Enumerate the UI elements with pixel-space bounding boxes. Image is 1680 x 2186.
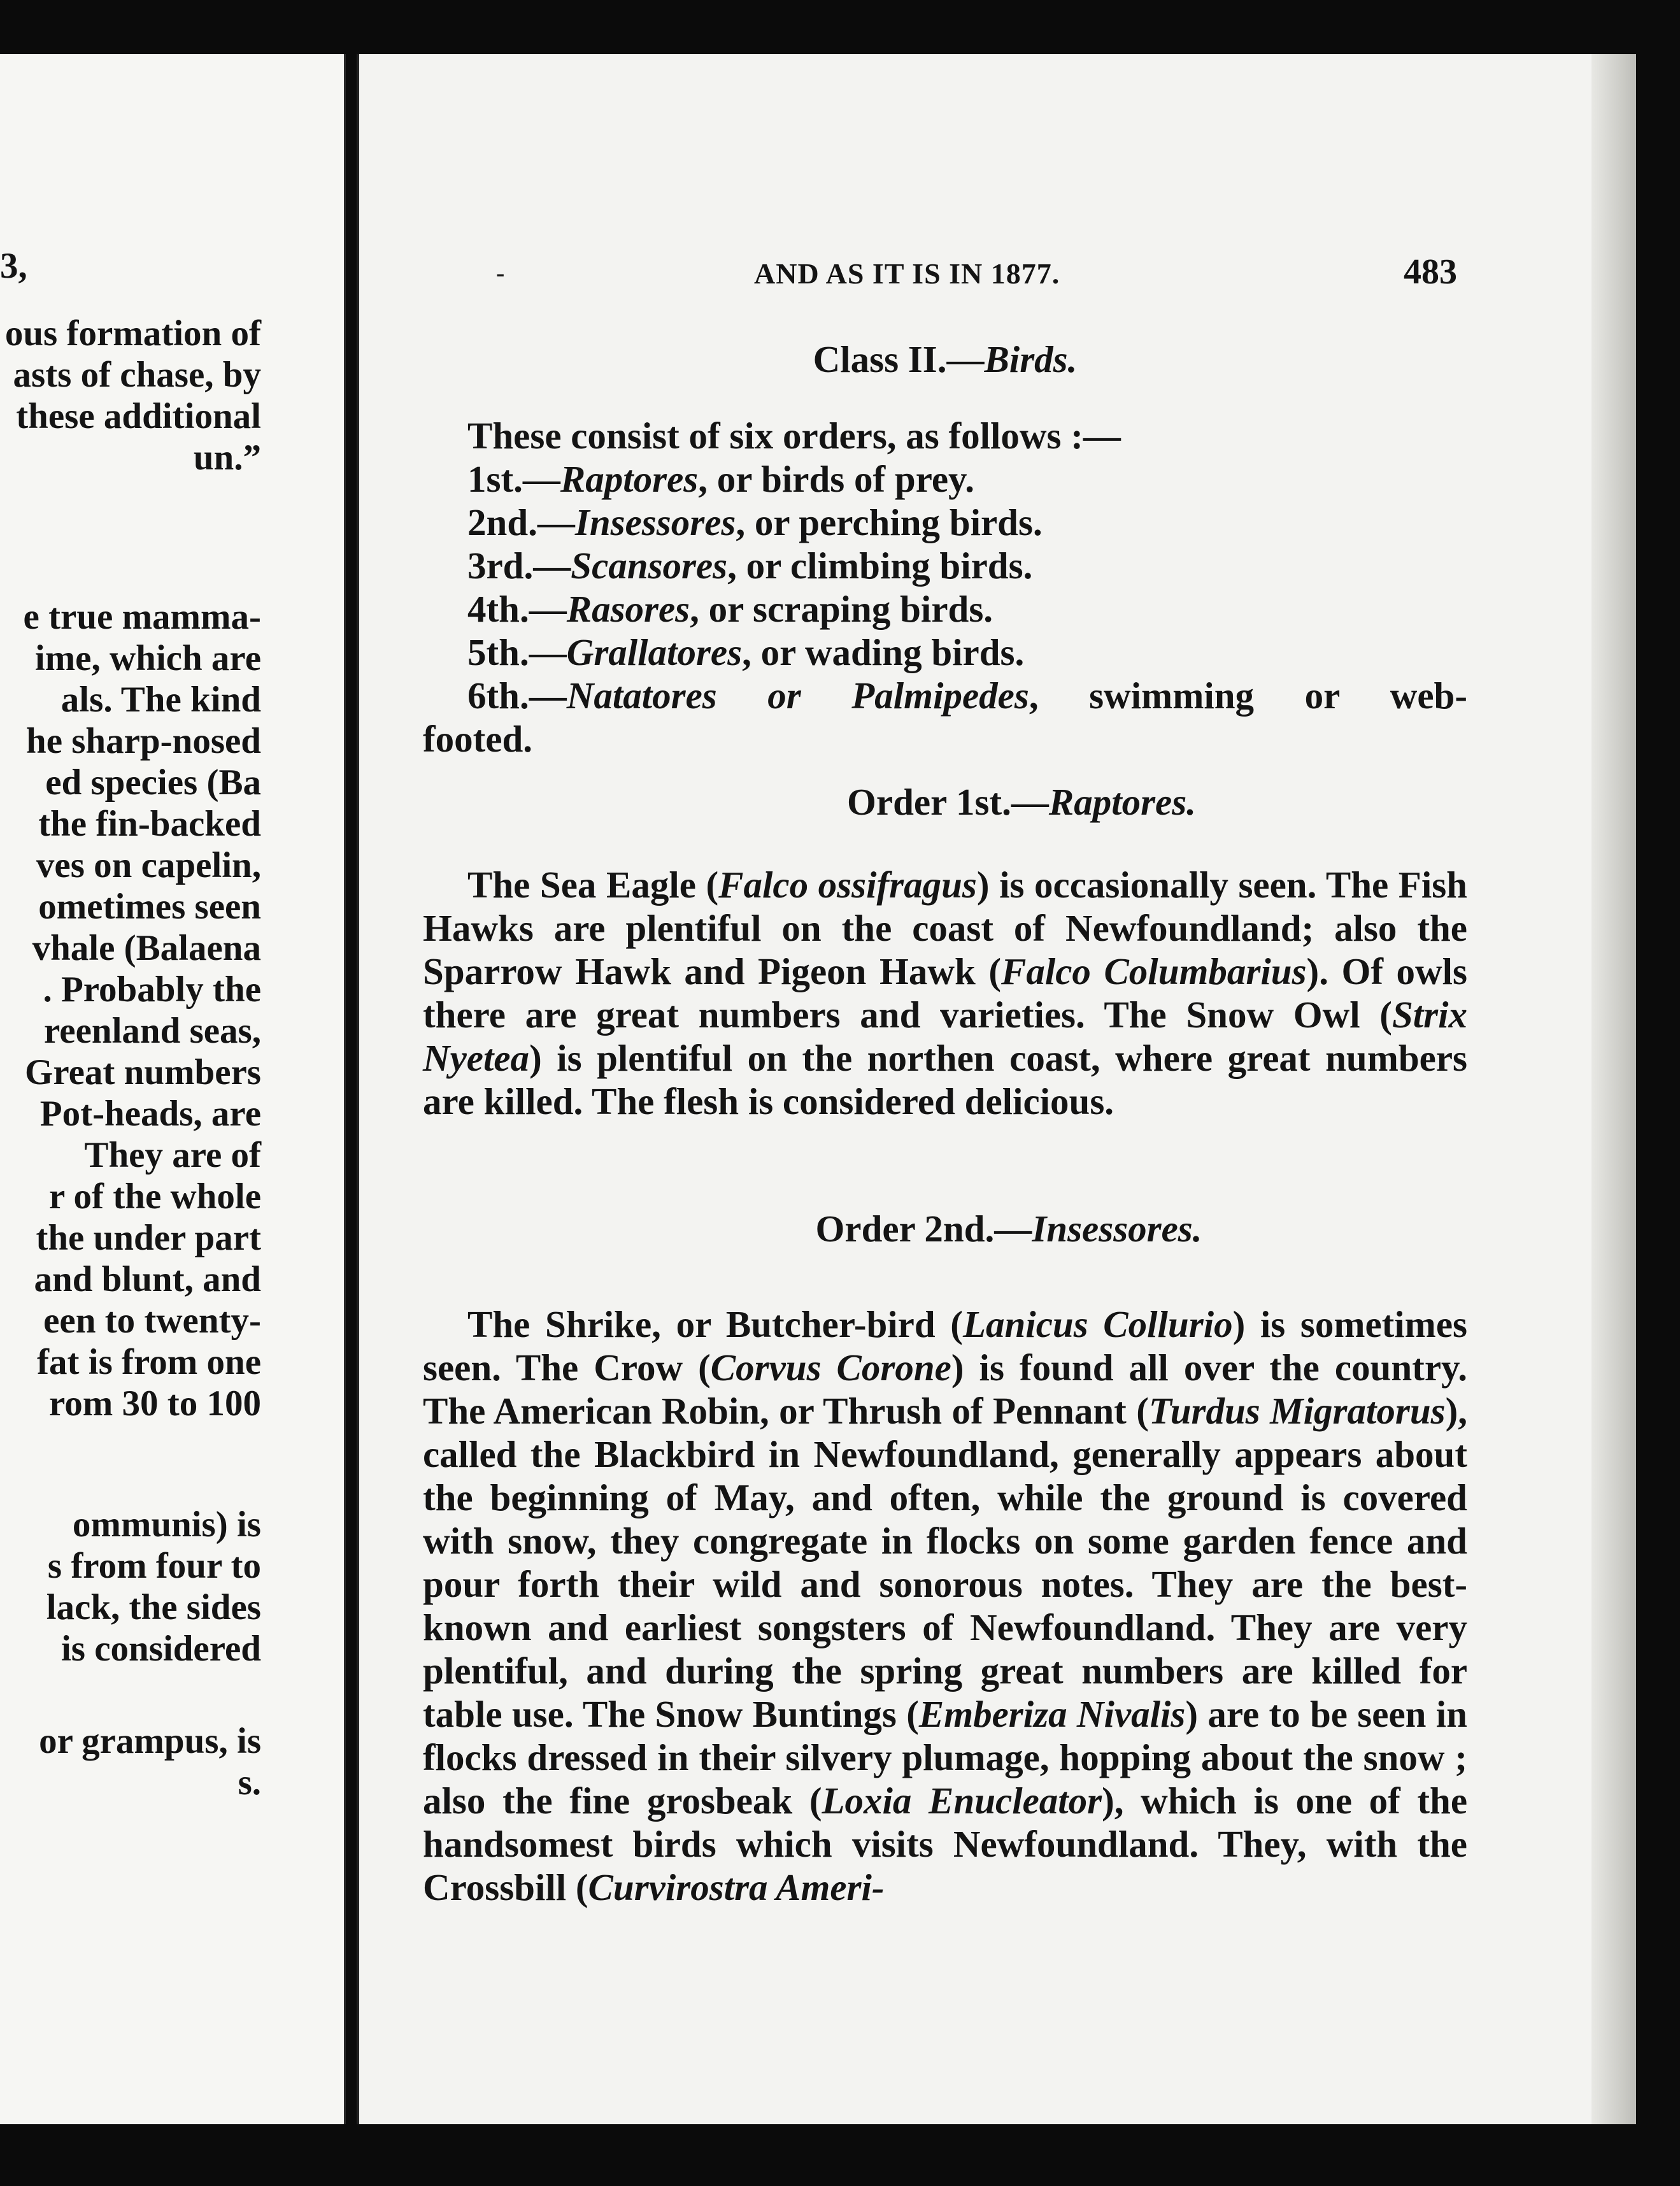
left-page-line: ves on capelin, [36,845,261,885]
orders-list [467,457,1467,717]
right-page [357,54,1636,2124]
order-item: 4th.—Rasores, or scraping birds. [467,588,993,630]
left-page-line: s from four to [47,1546,261,1586]
page-number: 483 [1404,252,1457,292]
order1-heading: Order 1st.—Raptores. [847,781,1196,823]
left-page-line: e true mamma- [23,597,261,637]
left-page-line: the under part [36,1218,261,1258]
order2-heading: Order 2nd.—Insessores. [815,1208,1202,1250]
running-head: AND AS IT IS IN 1877. [754,257,1060,290]
left-page-line: . Probably the [43,969,261,1010]
left-page-line: un.” [193,438,261,478]
left-page-line: lack, the sides [46,1587,261,1627]
left-page-line: and blunt, and [34,1259,261,1299]
left-page-line: reenland seas, [44,1011,261,1051]
header-dash: - [496,259,505,287]
order2-paragraph: The Shrike, or Butcher-bird (Lanicus Collurio) is sometimes seen. The Crow (Corvus Corone) is found all over the country. The American Robin, or Thrush of Pennant (Turdus Migratorus), called the Blackbird in Newfoundland, generally appears about the beginning of May, and often, while the ground is covered with snow, they congregate in flocks on some garden fence and pour forth their wild and sonorous notes. They are the best-known and earliest songsters of Newfoundland. They are very plentiful, and during the spring great numbers are killed for table use. The Snow Buntings (Emberiza Nivalis) are to be seen in flocks dressed in their silvery plumage, hopping about the snow ; also the fine grosbeak (Loxia Enucleator), which is one of the handsomest birds which visits Newfoundland. They, with the Crossbill (Curvirostra Ameri- [423,1303,1468,1908]
left-page-line: vhale (Balaena [32,928,261,968]
order-item: 3rd.—Scansores, or climbing birds. [467,545,1033,587]
left-page-line: Pot-heads, are [39,1094,261,1134]
order-item: 6th.—Natatores or Palmipedes, swimming or web- [467,675,1468,717]
left-page-line: fat is from one [37,1342,261,1382]
orders-last-line: footed. [423,718,533,760]
left-page-line: ommunis) is [72,1504,261,1545]
left-page-line: ometimes seen [38,887,261,927]
page-edge [1591,54,1636,2124]
left-page-fragment: 3, [0,246,27,286]
order-item: 1st.—Raptores, or birds of prey. [467,458,975,500]
class-heading [423,338,1467,381]
left-page-line: een to twenty- [43,1301,261,1341]
left-page-line: is considered [61,1629,261,1669]
left-page-line: als. The kind [61,680,261,720]
class-heading-prefix: Class II.— [813,338,985,380]
left-page-line: Great numbers [24,1052,261,1092]
left-page-line: ous formation of [4,313,261,354]
left-page-line: the fin-backed [38,804,261,844]
left-page-line: s. [238,1762,261,1803]
left-page-line: r of the whole [49,1176,261,1217]
class-heading-italic: Birds. [984,338,1078,380]
order1-paragraph: The Sea Eagle (Falco ossifragus) is occasionally seen. The Fish Hawks are plentiful on the coast of Newfoundland; also the Sparrow Hawk and Pigeon Hawk (Falco Columbarius). Of owls there are great numbers and varieties. The Snow Owl (Strix Nyetea) is plentiful on the northen coast, where great numbers are killed. The flesh is considered delicious. [423,864,1467,1122]
left-page-line: he sharp-nosed [26,721,261,761]
left-page-line: asts of chase, by [13,355,261,395]
left-page-line: these additional [16,396,261,436]
left-page [0,54,346,2124]
left-page-line: or grampus, is [39,1721,261,1761]
left-page-line: ime, which are [34,638,261,678]
left-page-line: They are of [84,1135,261,1175]
left-page-line: ed species (Ba [45,762,261,803]
order-item: 2nd.—Insessores, or perching birds. [467,501,1043,543]
order-item: 5th.—Grallatores, or wading birds. [467,631,1025,673]
orders-intro: These consist of six orders, as follows :— [467,415,1121,457]
left-page-line: rom 30 to 100 [49,1383,261,1424]
